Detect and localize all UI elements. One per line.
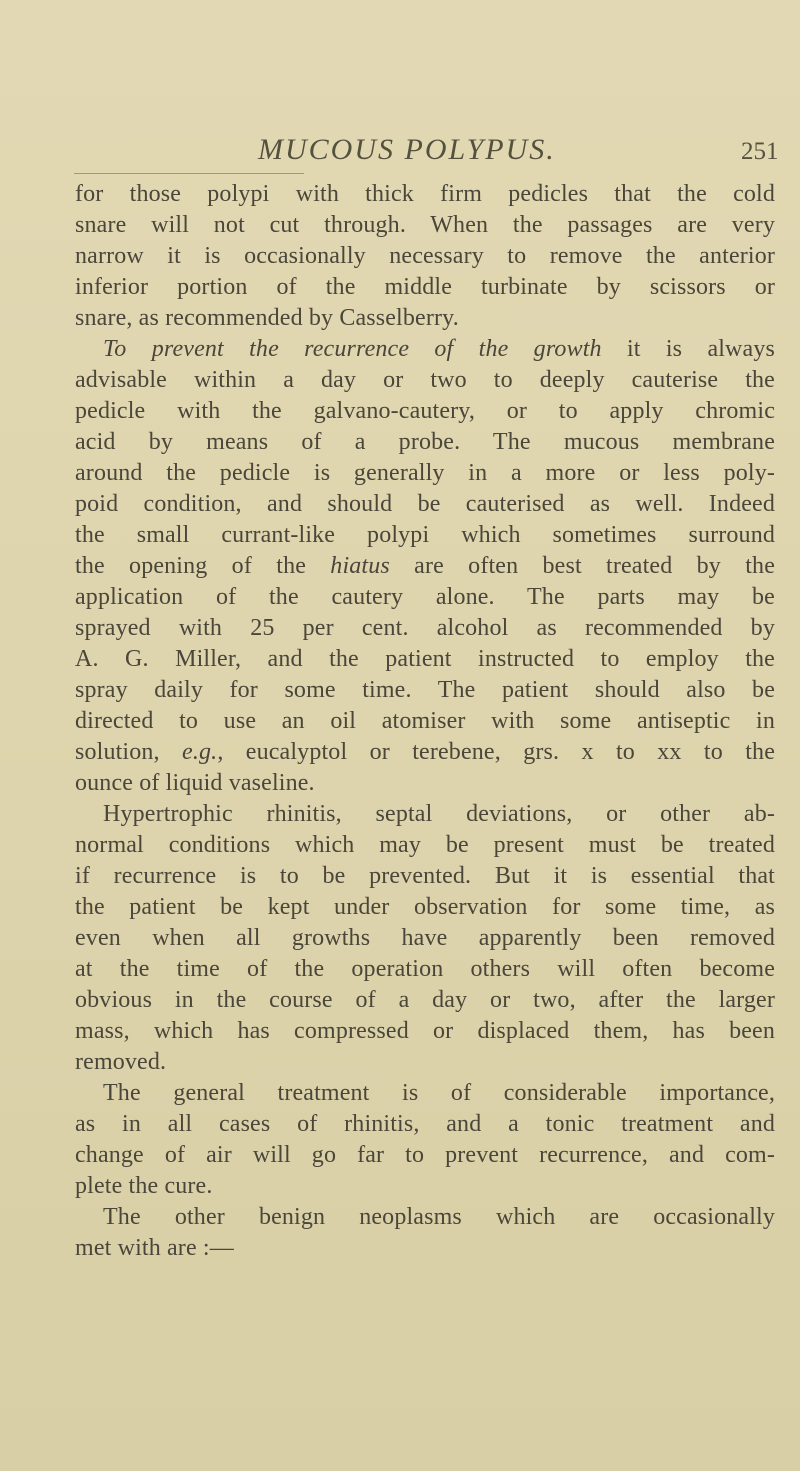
text-segment: poid condition, and should be cauterised as well. Indeed: [75, 491, 775, 517]
text-line: [75, 1202, 775, 1233]
running-title: MUCOUS POLYPUS.: [258, 133, 556, 166]
text-segment: pedicle with the galvano-cautery, or to apply chromic: [75, 398, 775, 424]
italic-text: hiatus: [330, 553, 390, 579]
text-segment: removed.: [75, 1049, 167, 1075]
text-line: [75, 396, 775, 427]
text-line: [75, 644, 775, 675]
text-segment: sprayed with 25 per cent. alcohol as recommended by: [75, 615, 775, 641]
text-line: [75, 1171, 775, 1202]
text-segment: solution,: [75, 739, 183, 765]
text-segment: Hypertrophic rhinitis, septal deviations, or other ab-: [103, 801, 775, 827]
text-line: [75, 551, 775, 582]
text-line: [75, 427, 775, 458]
paragraph: [75, 1078, 775, 1202]
text-line: [75, 210, 775, 241]
text-line: [75, 272, 775, 303]
text-segment: directed to use an oil atomiser with some antiseptic in: [75, 708, 775, 734]
text-segment: application of the cautery alone. The parts may be: [75, 584, 775, 610]
text-line: [75, 582, 775, 613]
paragraph: [75, 799, 775, 1078]
text-segment: as in all cases of rhinitis, and a tonic treatment and: [75, 1111, 775, 1137]
text-segment: acid by means of a probe. The mucous membrane: [75, 429, 775, 455]
text-segment: the small currant-like polypi which sometimes surround: [75, 522, 775, 548]
text-line: [75, 799, 775, 830]
text-segment: advisable within a day or two to deeply cauterise the: [75, 367, 775, 393]
text-line: [75, 861, 775, 892]
text-line: [75, 923, 775, 954]
text-line: [75, 241, 775, 272]
text-segment: are often best treated by the: [389, 553, 775, 579]
text-segment: change of air will go far to prevent recurrence, and com-: [75, 1142, 775, 1168]
text-line: [75, 737, 775, 768]
text-segment: spray daily for some time. The patient should also be: [75, 677, 775, 703]
text-segment: The other benign neoplasms which are occasionally: [103, 1204, 775, 1230]
text-line: [75, 985, 775, 1016]
text-line: [75, 334, 775, 365]
text-line: [75, 613, 775, 644]
text-segment: inferior portion of the middle turbinate by scissors or: [75, 274, 775, 300]
body-text: [75, 179, 775, 1264]
text-line: [75, 768, 775, 799]
text-segment: if recurrence is to be prevented. But it is essential that: [75, 863, 775, 889]
text-segment: it is always: [601, 336, 775, 362]
text-line: [75, 1078, 775, 1109]
text-line: [75, 892, 775, 923]
paragraph: [75, 334, 775, 799]
text-line: [75, 1140, 775, 1171]
text-segment: snare, as recommended by Casselberry.: [75, 305, 459, 331]
text-segment: met with are :—: [75, 1235, 234, 1261]
text-segment: narrow it is occasionally necessary to remove the anterior: [75, 243, 775, 269]
text-line: [75, 675, 775, 706]
text-line: [75, 520, 775, 551]
text-segment: snare will not cut through. When the passages are very: [75, 212, 775, 238]
text-line: [75, 706, 775, 737]
text-line: [75, 830, 775, 861]
text-segment: the patient be kept under observation for some time, as: [75, 894, 775, 920]
page-number: 251: [741, 138, 779, 165]
text-segment: , eucalyptol or terebene, grs. x to xx to the: [217, 739, 776, 765]
text-segment: at the time of the operation others will often become: [75, 956, 775, 982]
italic-text: To prevent the recurrence of the growth: [103, 336, 602, 362]
text-segment: obvious in the course of a day or two, after the larger: [75, 987, 775, 1013]
text-segment: plete the cure.: [75, 1173, 213, 1199]
text-line: [75, 1233, 775, 1264]
text-segment: ounce of liquid vaseline.: [75, 770, 315, 796]
text-segment: The general treatment is of considerable importance,: [103, 1080, 775, 1106]
text-line: [75, 1047, 775, 1078]
text-line: [75, 1109, 775, 1140]
text-line: [75, 365, 775, 396]
text-segment: the opening of the: [75, 553, 331, 579]
text-segment: around the pedicle is generally in a more or less poly-: [75, 460, 775, 486]
paragraph: [75, 179, 775, 334]
text-segment: normal conditions which may be present must be treated: [75, 832, 775, 858]
text-line: [75, 1016, 775, 1047]
paragraph: [75, 1202, 775, 1264]
text-line: [75, 303, 775, 334]
header-rule: [74, 173, 304, 174]
text-line: [75, 179, 775, 210]
text-segment: for those polypi with thick firm pedicles that the cold: [75, 181, 775, 207]
text-segment: mass, which has compressed or displaced them, has been: [75, 1018, 775, 1044]
text-line: [75, 489, 775, 520]
text-segment: even when all growths have apparently been removed: [75, 925, 775, 951]
text-segment: A. G. Miller, and the patient instructed to employ the: [75, 646, 775, 672]
text-line: [75, 458, 775, 489]
text-line: [75, 954, 775, 985]
italic-text: e.g.: [182, 739, 218, 765]
